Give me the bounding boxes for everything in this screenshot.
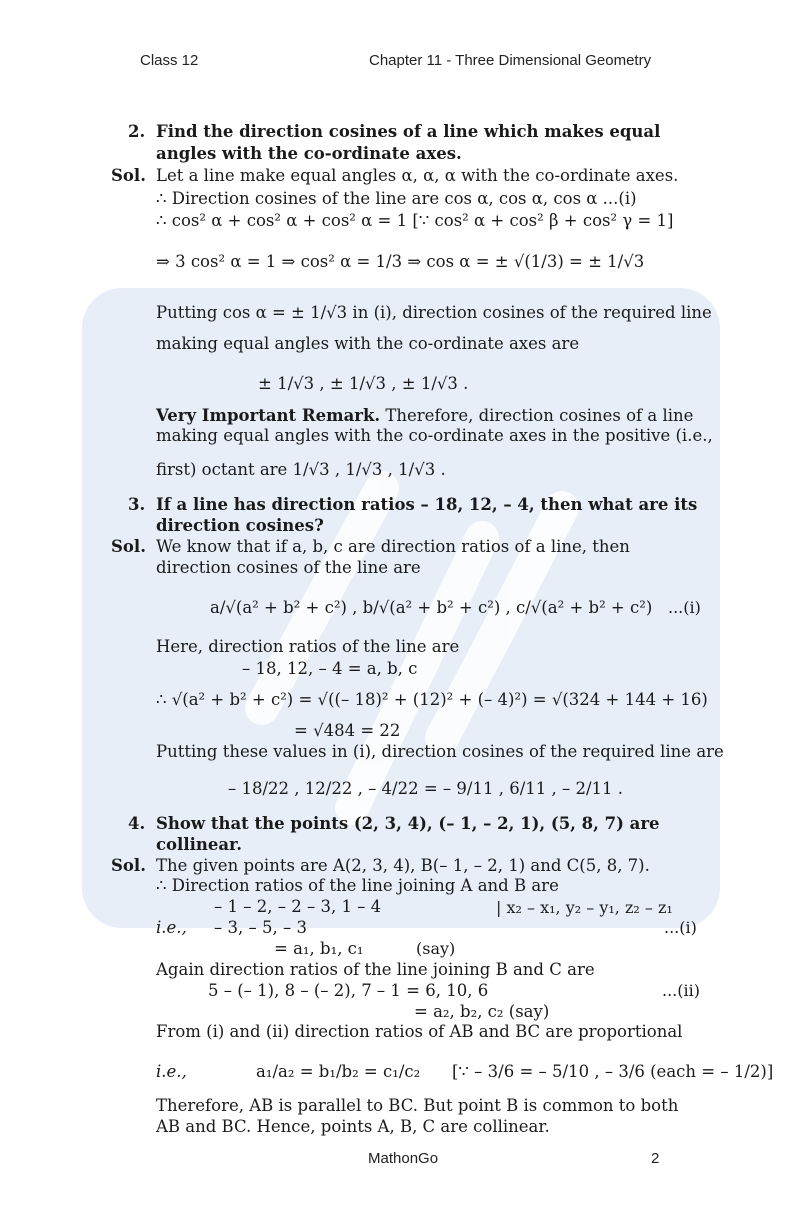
q2-remark-line1-wrap — [156, 406, 693, 426]
q4-line11: Therefore, AB is parallel to BC. But point B is common to both — [156, 1096, 679, 1115]
q3-line8: Putting these values in (i), direction cosines of the required line are — [156, 742, 724, 761]
q4-line7: 5 – (– 1), 8 – (– 2), 7 – 1 = 6, 10, 6 — [208, 981, 489, 1000]
q3-line9: – 18/22 , 12/22 , – 4/22 = – 9/11 , 6/11 , – 2/11 . — [228, 779, 624, 798]
q3-line4: Here, direction ratios of the line are — [156, 637, 460, 656]
footer-page-number: 2 — [651, 1150, 660, 1167]
q4-question-line1: Show that the points (2, 3, 4), (– 1, – 2, 1), (5, 8, 7) are — [156, 814, 660, 833]
q4-line3-note: | x₂ – x₁, y₂ – y₁, z₂ – z₁ — [496, 898, 673, 917]
q2-remark-line1: Therefore, direction cosines of a line — [385, 406, 694, 425]
q2-sol-label: Sol. — [111, 166, 146, 185]
q2-remark-line2: making equal angles with the co-ordinate axes in the positive (i.e., — [156, 426, 713, 445]
q2-number: 2. — [128, 122, 146, 141]
q2-line3: ∴ cos² α + cos² α + cos² α = 1 [∵ cos² α + cos² β + cos² γ = 1] — [156, 211, 674, 230]
q3-question-line1: If a line has direction ratios – 18, 12, – 4, then what are its — [156, 495, 698, 514]
q2-question-line1: Find the direction cosines of a line which makes equal — [156, 122, 661, 141]
q4-line7-ref: ...(ii) — [662, 981, 700, 1000]
q2-question-line2: angles with the co-ordinate axes. — [156, 144, 462, 163]
q4-line10: a₁/a₂ = b₁/b₂ = c₁/c₂ — [256, 1062, 421, 1081]
q2-remark-line3: first) octant are 1/√3 , 1/√3 , 1/√3 . — [156, 460, 446, 479]
footer-brand: MathonGo — [368, 1150, 439, 1167]
q4-line1: The given points are A(2, 3, 4), B(– 1, – 2, 1) and C(5, 8, 7). — [156, 856, 650, 875]
q4-line4-ref: ...(i) — [664, 918, 697, 937]
q3-line6: ∴ √(a² + b² + c²) = √((– 18)² + (12)² + (– 4)²) = √(324 + 144 + 16) — [156, 690, 708, 709]
q4-line8: = a₂, b₂, c₂ (say) — [414, 1002, 550, 1021]
q4-line5-say: (say) — [416, 939, 456, 958]
q2-line4: ⇒ 3 cos² α = 1 ⇒ cos² α = 1/3 ⇒ cos α = ± √(1/3) = ± 1/√3 — [156, 252, 645, 271]
header-class: Class 12 — [140, 52, 199, 69]
q4-question-line2: collinear. — [156, 835, 242, 854]
q4-line12: AB and BC. Hence, points A, B, C are collinear. — [156, 1117, 550, 1136]
q4-line9: From (i) and (ii) direction ratios of AB and BC are proportional — [156, 1022, 683, 1041]
q2-line1: Let a line make equal angles α, α, α with the co-ordinate axes. — [156, 166, 679, 185]
q3-sol-label: Sol. — [111, 537, 146, 556]
q3-line3: a/√(a² + b² + c²) , b/√(a² + b² + c²) , c/√(a² + b² + c²) — [210, 598, 653, 617]
q3-line5: – 18, 12, – 4 = a, b, c — [242, 659, 418, 678]
q3-question-line2: direction cosines? — [156, 516, 324, 535]
q2-line6: making equal angles with the co-ordinate axes are — [156, 334, 580, 353]
q4-line5: = a₁, b₁, c₁ — [274, 939, 364, 958]
q4-line3: – 1 – 2, – 2 – 3, 1 – 4 — [214, 897, 382, 916]
q4-line10-note: [∵ – 3/6 = – 5/10 , – 3/6 (each = – 1/2)] — [452, 1062, 774, 1081]
q3-number: 3. — [128, 495, 146, 514]
q4-line6: Again direction ratios of the line joining B and C are — [156, 960, 595, 979]
q2-line5: Putting cos α = ± 1/√3 in (i), direction cosines of the required line — [156, 303, 712, 322]
q4-line2: ∴ Direction ratios of the line joining A and B are — [156, 876, 559, 895]
q3-line1: We know that if a, b, c are direction ratios of a line, then — [156, 537, 630, 556]
q4-number: 4. — [128, 814, 146, 833]
q4-line4: – 3, – 5, – 3 — [214, 918, 307, 937]
header-chapter: Chapter 11 - Three Dimensional Geometry — [369, 52, 652, 69]
q2-line2: ∴ Direction cosines of the line are cos α, cos α, cos α ...(i) — [156, 189, 637, 208]
q3-line2: direction cosines of the line are — [156, 558, 421, 577]
q2-remark-title: Very Important Remark. — [156, 406, 381, 425]
q2-line7: ± 1/√3 , ± 1/√3 , ± 1/√3 . — [258, 374, 469, 393]
q3-line3-ref: ...(i) — [668, 598, 701, 617]
q3-line7: = √484 = 22 — [294, 721, 401, 740]
q4-line10-ie: i.e., — [156, 1062, 187, 1081]
q4-line4-ie: i.e., — [156, 918, 187, 937]
q4-sol-label: Sol. — [111, 856, 146, 875]
